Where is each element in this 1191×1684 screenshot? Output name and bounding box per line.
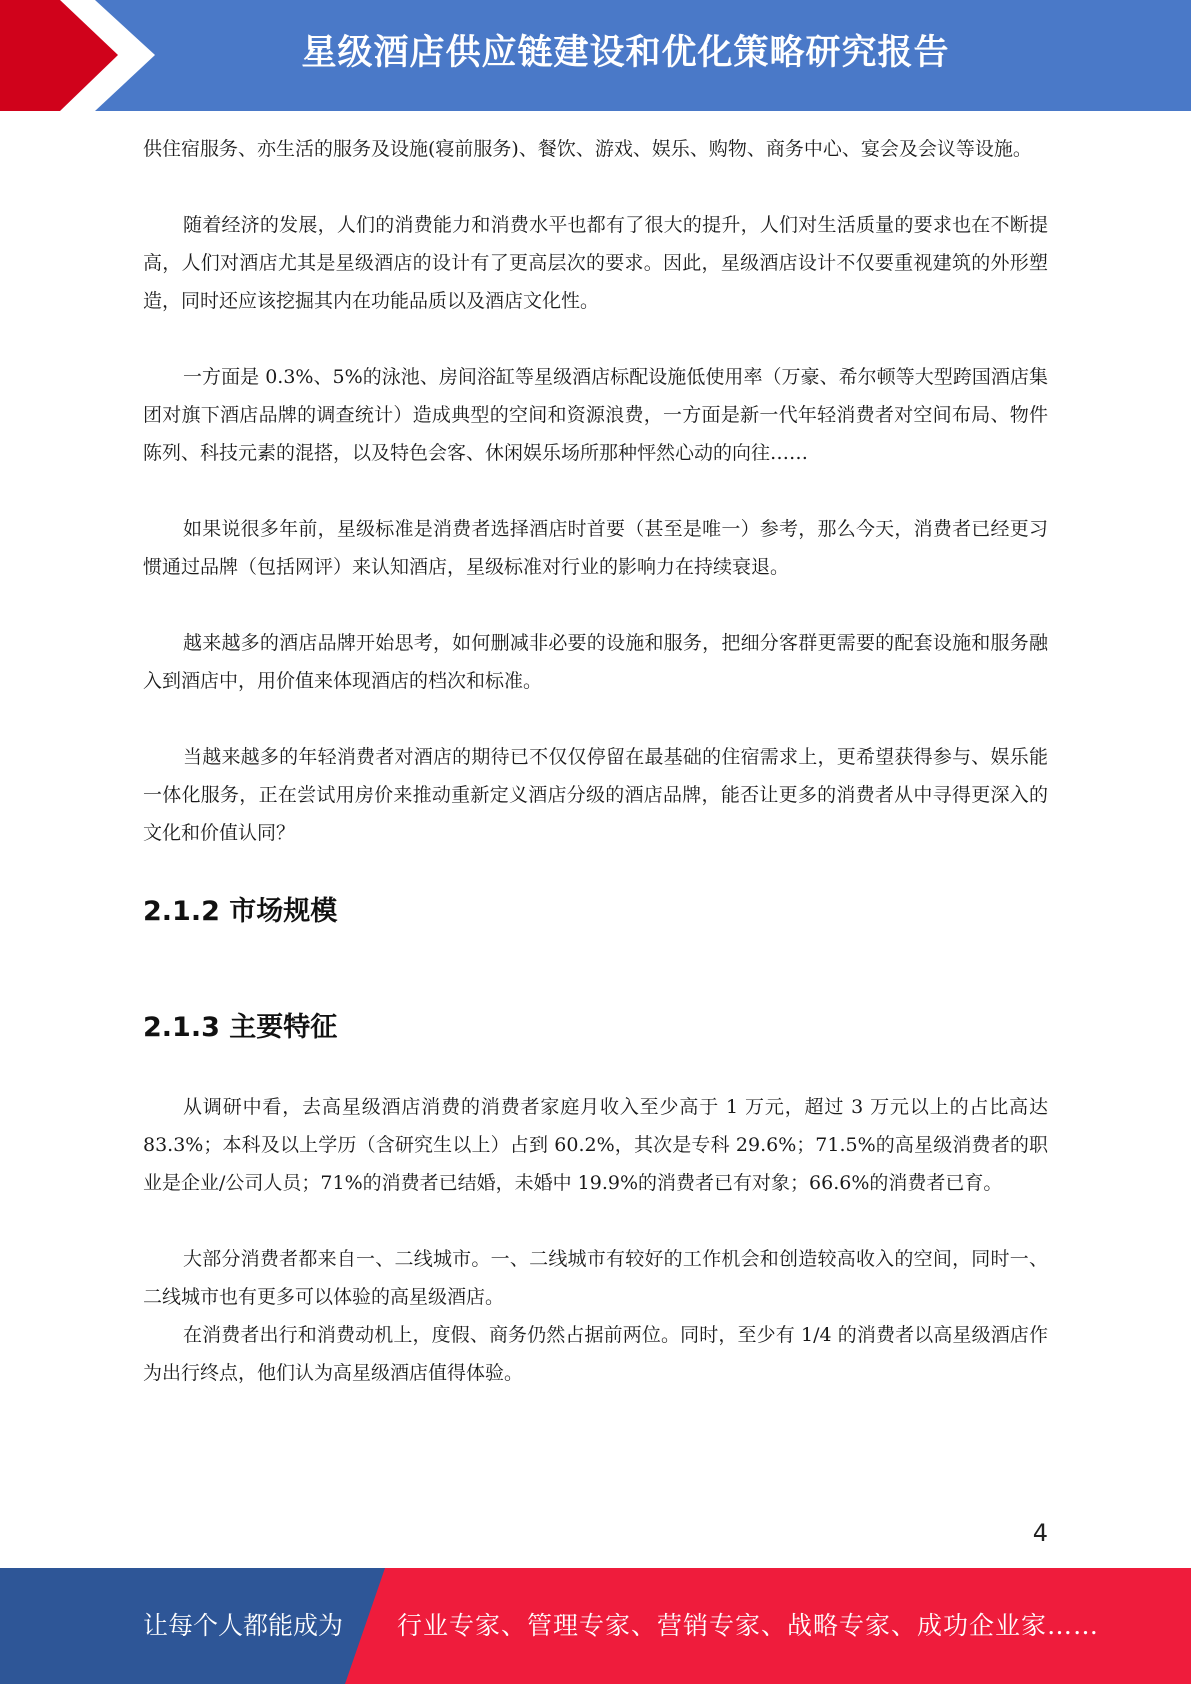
paragraph-facilities: 供住宿服务、亦生活的服务及设施(寝前服务)、餐饮、游戏、娱乐、购物、商务中心、宴会及会议等设施。 <box>143 138 1032 160</box>
section-heading-main-features: 2.1.3 主要特征 <box>143 1012 338 1043</box>
paragraph-star-standard: 如果说很多年前，星级标准是消费者选择酒店时首要（甚至是唯一）参考，那么今天，消费者已经更习惯通过品牌（包括网评）来认知酒店，星级标准对行业的影响力在持续衰退。 <box>143 518 1048 578</box>
header-arrow-decoration <box>0 0 160 111</box>
page-header <box>0 0 1191 111</box>
paragraph-young-consumers: 当越来越多的年轻消费者对酒店的期待已不仅仅停留在最基础的住宿需求上，更希望获得参与、娱乐能一体化服务，正在尝试用房价来推动重新定义酒店分级的酒店品牌，能否让更多的消费者从中寻得更深入的文化和价值认同？ <box>143 746 1048 844</box>
footer-slogan-left: 让每个人都能成为 <box>143 1611 344 1640</box>
page-content <box>143 130 1048 1392</box>
paragraph-city-tiers: 大部分消费者都来自一、二线城市。一、二线城市有较好的工作机会和创造较高收入的空间，同时一、二线城市也有更多可以体验的高星级酒店。 <box>143 1248 1048 1308</box>
paragraph-low-usage-facilities: 一方面是 0.3%、5%的泳池、房间浴缸等星级酒店标配设施低使用率（万豪、希尔顿等大型跨国酒店集团对旗下酒店品牌的调查统计）造成典型的空间和资源浪费，一方面是新一代年轻消费者对空间布局、物件陈列、科技元素的混搭，以及特色会客、休闲娱乐场所那种怦然心动的向往…… <box>143 366 1048 464</box>
paragraph-survey-results: 从调研中看，去高星级酒店消费的消费者家庭月收入至少高于 1 万元，超过 3 万元以上的占比高达 83.3%；本科及以上学历（含研究生以上）占到 60.2%，其次是专科 29.6%；71.5%的高星级消费者的职业是企业/公司人员；71%的消费者已结婚，未婚中 19.9%的消费者已有对象；66.6%的消费者已育。 <box>143 1096 1048 1194</box>
section-heading-market-size: 2.1.2 市场规模 <box>143 896 338 927</box>
paragraph-economy-development: 随着经济的发展，人们的消费能力和消费水平也都有了很大的提升，人们对生活质量的要求也在不断提高，人们对酒店尤其是星级酒店的设计有了更高层次的要求。因此，星级酒店设计不仅要重视建筑的外形塑造，同时还应该挖掘其内在功能品质以及酒店文化性。 <box>143 214 1048 312</box>
paragraph-brand-thinking: 越来越多的酒店品牌开始思考，如何删减非必要的设施和服务，把细分客群更需要的配套设施和服务融入到酒店中，用价值来体现酒店的档次和标准。 <box>143 632 1048 692</box>
paragraph-travel-motivation: 在消费者出行和消费动机上，度假、商务仍然占据前两位。同时，至少有 1/4 的消费者以高星级酒店作为出行终点，他们认为高星级酒店值得体验。 <box>143 1324 1048 1384</box>
report-title: 星级酒店供应链建设和优化策略研究报告 <box>301 33 950 73</box>
page-footer <box>0 1568 1191 1684</box>
footer-slogan-right: 行业专家、管理专家、营销专家、战略专家、成功企业家…… <box>397 1611 1100 1640</box>
page-number: 4 <box>1032 1519 1048 1547</box>
